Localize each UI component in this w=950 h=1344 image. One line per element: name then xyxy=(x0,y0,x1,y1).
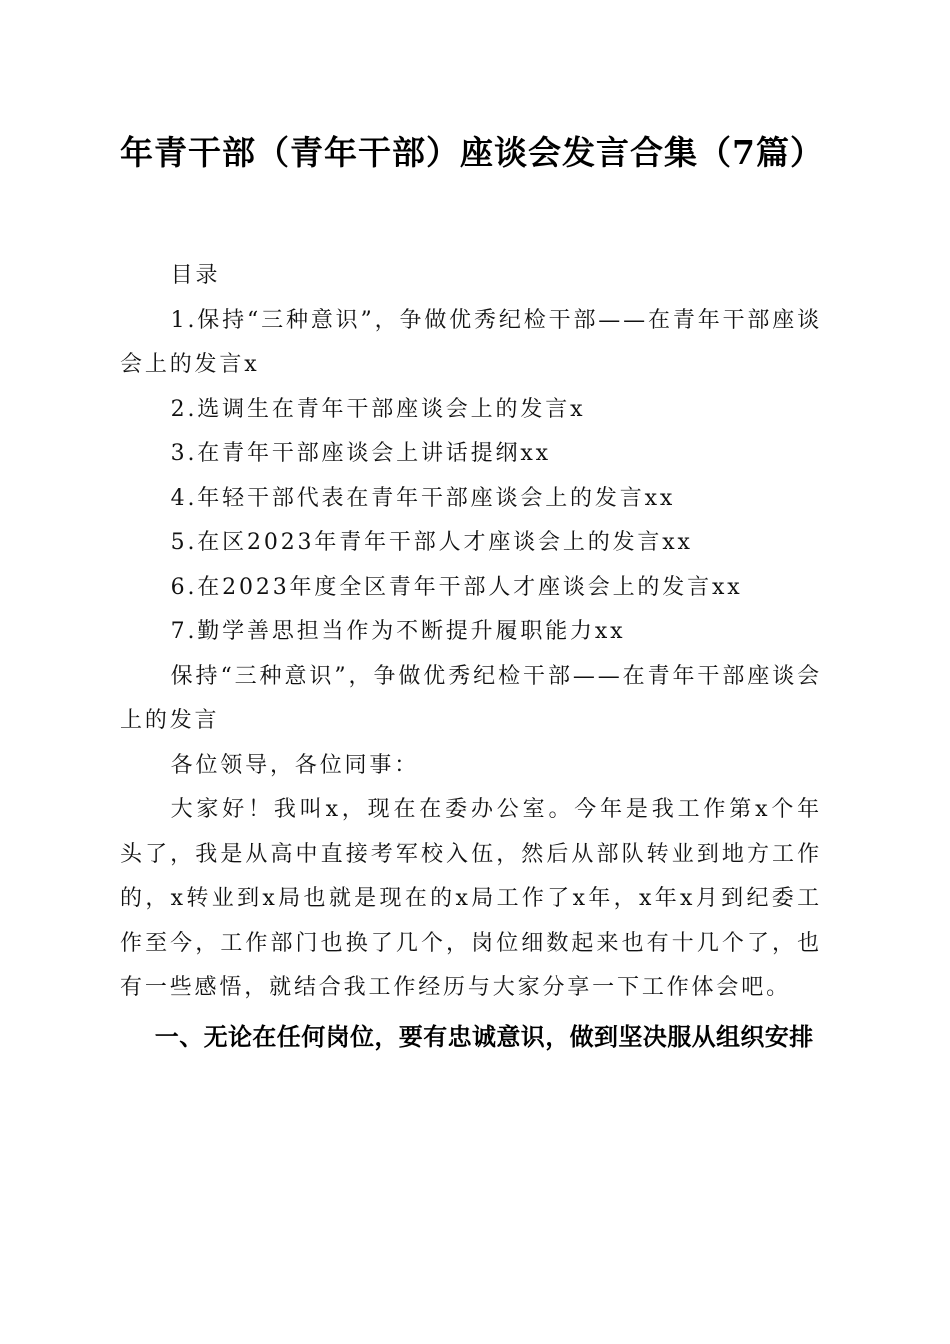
article-title: 保持“三种意识”，争做优秀纪检干部——在青年干部座谈会上的发言 xyxy=(120,663,822,733)
toc-item-number: 1. xyxy=(170,307,198,333)
toc-item-number: 7. xyxy=(170,619,198,644)
document-title: 年青干部（青年干部）座谈会发言合集（7篇） xyxy=(120,133,824,172)
toc-item-7[interactable] xyxy=(120,610,822,655)
toc-item-4[interactable] xyxy=(120,477,822,522)
toc-label: 目录 xyxy=(170,263,221,288)
document-page xyxy=(120,130,822,1061)
toc-item-page: x xyxy=(244,352,260,377)
toc-item-text: 勤学善思担当作为不断提升履职能力 xyxy=(197,619,595,644)
article-salutation: 各位领导，各位同事： xyxy=(170,752,420,778)
toc-item-page: xx xyxy=(662,530,693,555)
toc-item-page: xx xyxy=(712,574,743,600)
toc-item-page: xx xyxy=(594,619,626,644)
toc-item-5[interactable] xyxy=(120,521,822,566)
toc-item-text: 在2023年度全区青年干部人才座谈会上的发言 xyxy=(197,574,712,600)
toc-item-2[interactable] xyxy=(120,388,822,433)
toc-item-3[interactable] xyxy=(120,432,822,477)
toc-item-text: 在青年干部座谈会上讲话提纲 xyxy=(197,441,521,466)
toc-item-text: 年轻干部代表在青年干部座谈会上的发言 xyxy=(197,485,645,511)
toc-item-number: 4. xyxy=(170,485,198,511)
toc-item-text: 保持“三种意识”，争做优秀纪检干部——在青年干部座谈会上的发言 xyxy=(120,307,822,377)
toc-item-number: 5. xyxy=(170,530,198,555)
toc-item-number: 2. xyxy=(170,396,198,422)
toc-item-6[interactable] xyxy=(120,566,822,611)
toc-item-text: 在区2023年青年干部人才座谈会上的发言 xyxy=(197,530,663,555)
toc-item-1[interactable] xyxy=(120,299,822,388)
toc-item-text: 选调生在青年干部座谈会上的发言 xyxy=(197,396,571,422)
toc-item-number: 3. xyxy=(170,441,198,466)
toc-item-page: xx xyxy=(520,441,551,466)
toc-item-page: x xyxy=(570,396,586,422)
toc-item-page: xx xyxy=(644,485,676,511)
article-paragraph: 大家好！我叫x，现在在委办公室。今年是我工作第x个年头了，我是从高中直接考军校入伍，然后从部队转业到地方工作的，x转业到x局也就是现在的x局工作了x年，x年x月到纪委工作至今，工作部门也换了几个，岗位细数起来也有十几个了，也有一些感悟，就结合我工作经历与大家分享一下工作体会吧。 xyxy=(120,797,822,1000)
section-heading: 一、无论在任何岗位，要有忠诚意识，做到坚决服从组织安排 xyxy=(154,1022,814,1051)
toc-item-number: 6. xyxy=(170,574,198,600)
table-of-contents xyxy=(120,299,822,655)
